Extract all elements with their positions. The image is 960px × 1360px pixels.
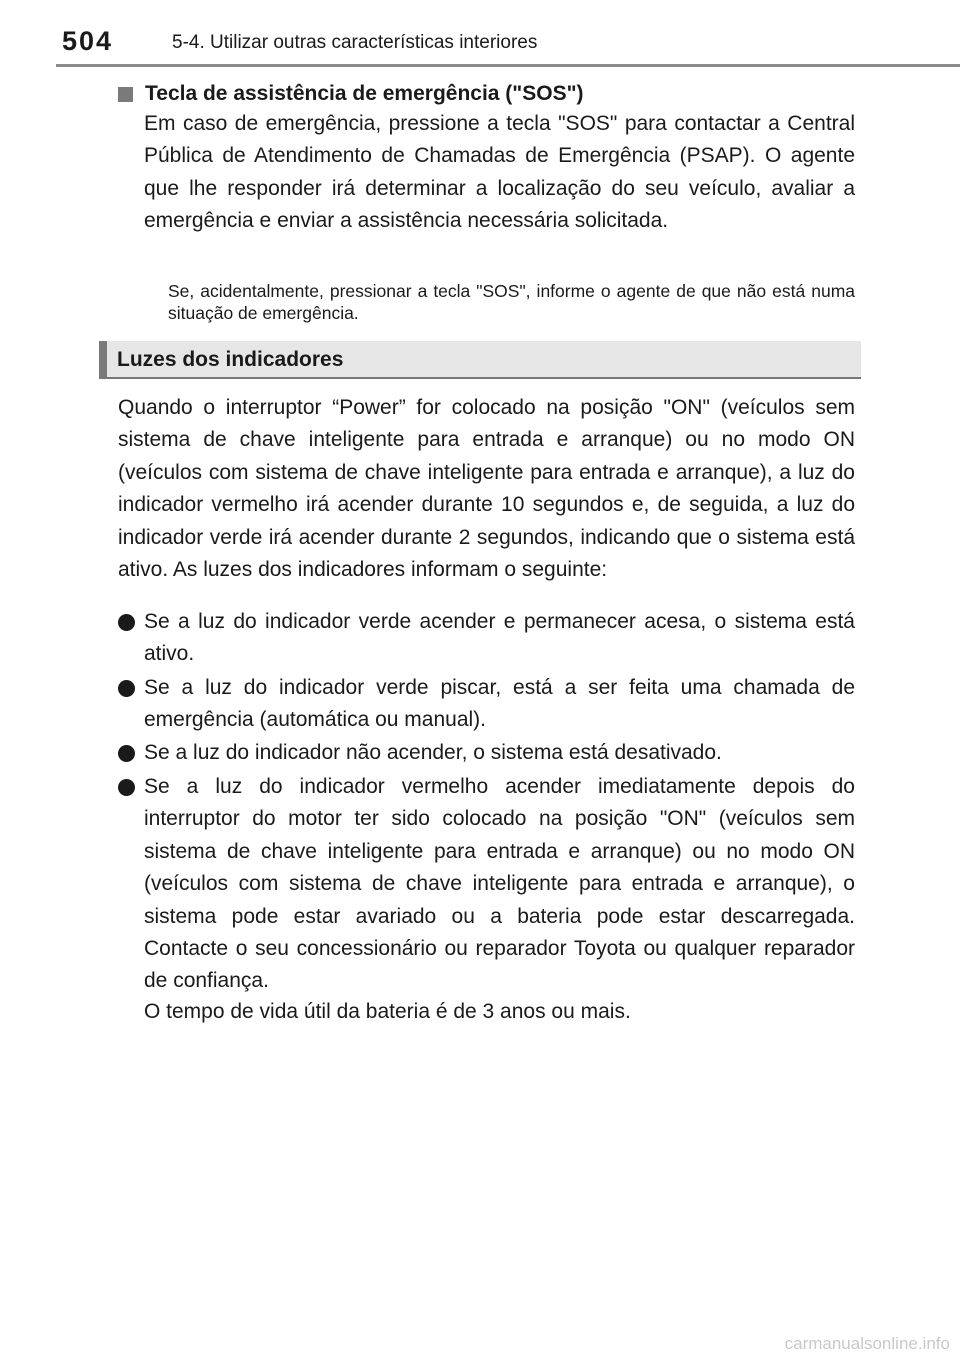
sos-body-paragraph: Em caso de emergência, pressione a tecla "SOS" para contactar a Central Pública de Atendimento de Chamadas de Emergência (PSAP). O agente que lhe responder irá determinar a localização do seu veículo, avaliar a emergência e enviar a assistência necessária solicitada.	[144, 112, 855, 233]
list-item-text: Se a luz do indicador verde acender e permanecer acesa, o sistema está ativo.	[144, 610, 855, 666]
list-item-text: Se a luz do indicador vermelho acender imediatamente depois do interruptor do motor ter sido colocado na posição "ON" (veículos sem sistema de chave inteligente para entrada e arranque) ou no modo ON (veículos com sistema de chave inteligente para entrada e arranque), o sistema pode estar avariado ou a bateria pode estar descarregada. Contacte o seu concessionário ou reparador Toyota ou qualquer reparador de confiança.	[144, 775, 855, 993]
page-number: 504	[62, 26, 114, 56]
list-item-text: Se a luz do indicador verde piscar, está a ser feita uma chamada de emergência (automática ou manual).	[144, 676, 855, 732]
sos-subheading-text: Tecla de assistência de emergência ("SOS")	[145, 82, 584, 105]
banner-accent-bar	[99, 341, 107, 377]
list-item	[118, 672, 855, 737]
sos-subheading	[118, 80, 858, 108]
watermark: carmanualsonline.info	[784, 1334, 950, 1353]
battery-life-note: O tempo de vida útil da bateria é de 3 anos ou mais.	[144, 1000, 631, 1023]
bullet-dot-icon	[118, 680, 135, 697]
indicators-section-banner	[99, 341, 861, 379]
list-item	[118, 771, 855, 998]
bullet-dot-icon	[118, 745, 135, 762]
list-item	[118, 737, 855, 769]
bullet-dot-icon	[118, 779, 135, 796]
header-divider	[56, 64, 960, 67]
list-item-text: Se a luz do indicador não acender, o sistema está desativado.	[144, 741, 722, 764]
sos-note: Se, acidentalmente, pressionar a tecla "SOS", informe o agente de que não está numa situação de emergência.	[168, 281, 855, 323]
square-bullet-icon	[118, 87, 133, 102]
section-title: 5-4. Utilizar outras características interiores	[172, 32, 538, 53]
indicators-section-title: Luzes dos indicadores	[117, 348, 344, 371]
list-item	[118, 606, 855, 671]
page-header	[0, 0, 960, 70]
indicators-intro-paragraph: Quando o interruptor “Power” for colocado na posição "ON" (veículos sem sistema de chave inteligente para entrada e arranque) ou no modo ON (veículos com sistema de chave inteligente para entrada e arranque), a luz do indicador vermelho irá acender durante 10 segundos e, de seguida, a luz do indicador verde irá acender durante 2 segundos, indicando que o sistema está ativo. As luzes dos indicadores informam o seguinte:	[118, 396, 855, 582]
bullet-dot-icon	[118, 614, 135, 631]
